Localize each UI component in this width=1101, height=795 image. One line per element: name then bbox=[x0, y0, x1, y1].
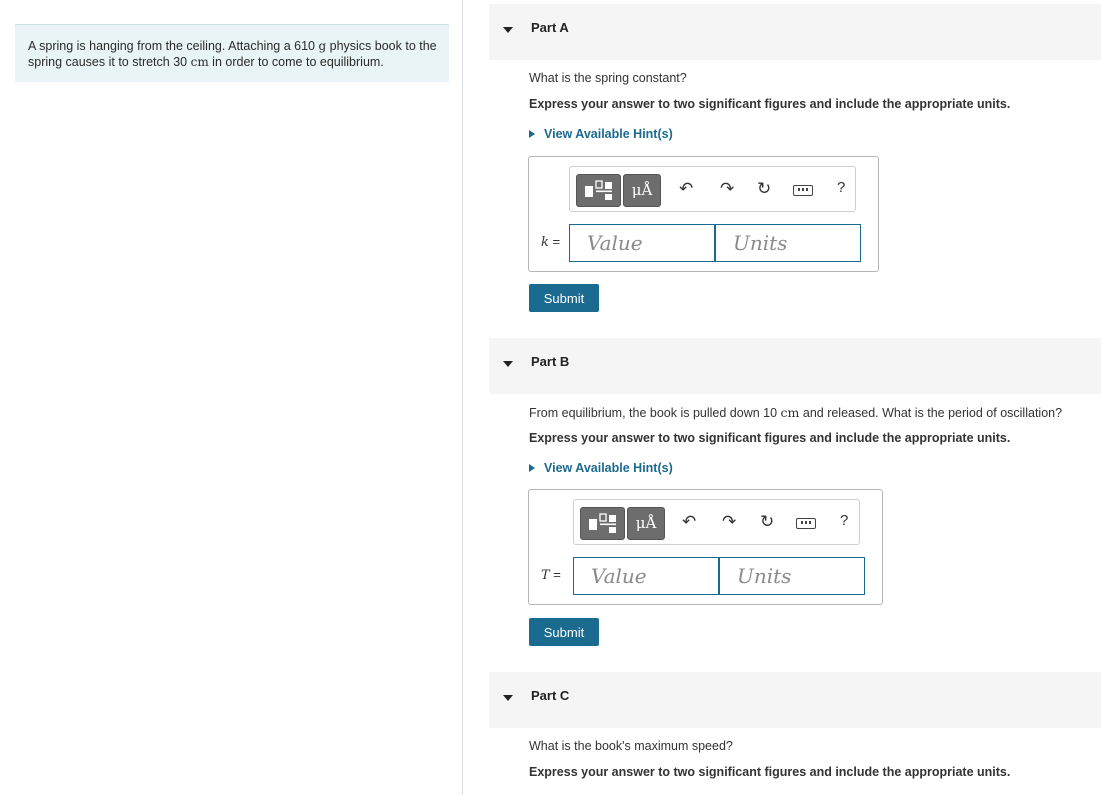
part-b-title: Part B bbox=[531, 354, 570, 369]
math-toolbar bbox=[573, 499, 860, 545]
units-button[interactable]: μÅ bbox=[623, 174, 661, 207]
part-b-submit-button[interactable]: Submit bbox=[529, 618, 599, 646]
part-c-question: What is the book's maximum speed? bbox=[529, 739, 733, 753]
part-a-header[interactable] bbox=[489, 4, 1101, 60]
help-icon[interactable]: ? bbox=[837, 179, 846, 196]
reset-icon[interactable]: ↻ bbox=[760, 512, 775, 531]
var-k: k bbox=[541, 235, 549, 250]
intro-text-2: physics book to the spring causes it to stretch 30 bbox=[28, 39, 437, 69]
column-divider bbox=[462, 0, 463, 795]
help-icon[interactable]: ? bbox=[840, 512, 849, 529]
collapse-caret-icon[interactable] bbox=[503, 361, 513, 367]
templates-icon bbox=[577, 175, 622, 206]
part-a-instruction: Express your answer to two significant figures and include the appropriate units. bbox=[529, 97, 1011, 111]
intro-text-1: A spring is hanging from the ceiling. Attaching a 610 bbox=[28, 39, 319, 53]
part-c-header[interactable] bbox=[489, 672, 1101, 728]
templates-icon bbox=[581, 508, 626, 539]
intro-text-3: in order to come to equilibrium. bbox=[208, 55, 384, 69]
part-b-question: From equilibrium, the book is pulled down 10 cm and released. What is the period of oscillation? bbox=[529, 405, 1063, 420]
part-a-submit-button[interactable]: Submit bbox=[529, 284, 599, 312]
part-b-header[interactable] bbox=[489, 338, 1101, 394]
part-c-title: Part C bbox=[531, 688, 570, 703]
redo-icon[interactable]: ↷ bbox=[720, 179, 735, 198]
part-b-variable-label: T = bbox=[541, 567, 561, 583]
part-a-variable-label: k = bbox=[541, 234, 561, 250]
problem-statement bbox=[15, 24, 449, 82]
part-b-answer-box bbox=[528, 489, 883, 605]
expand-triangle-icon bbox=[529, 464, 535, 472]
part-b-units-input[interactable]: Units bbox=[719, 557, 865, 595]
keyboard-icon[interactable] bbox=[796, 518, 816, 529]
collapse-caret-icon[interactable] bbox=[503, 27, 513, 33]
part-a-title: Part A bbox=[531, 20, 569, 35]
reset-icon[interactable]: ↻ bbox=[757, 179, 772, 198]
units-button[interactable]: μÅ bbox=[627, 507, 665, 540]
part-a-hint-toggle[interactable] bbox=[529, 127, 673, 141]
part-c-instruction: Express your answer to two significant figures and include the appropriate units. bbox=[529, 765, 1011, 779]
part-a-question: What is the spring constant? bbox=[529, 71, 687, 85]
expand-triangle-icon bbox=[529, 130, 535, 138]
unit-cm: cm bbox=[780, 405, 800, 420]
collapse-caret-icon[interactable] bbox=[503, 695, 513, 701]
templates-button[interactable] bbox=[580, 507, 625, 540]
hint-label: View Available Hint(s) bbox=[544, 461, 673, 475]
part-b-instruction: Express your answer to two significant figures and include the appropriate units. bbox=[529, 431, 1011, 445]
part-a-answer-box bbox=[528, 156, 879, 272]
part-a-units-input[interactable]: Units bbox=[715, 224, 861, 262]
keyboard-icon[interactable] bbox=[793, 185, 813, 196]
undo-icon[interactable]: ↶ bbox=[682, 512, 697, 531]
templates-button[interactable] bbox=[576, 174, 621, 207]
part-b-hint-toggle[interactable] bbox=[529, 461, 673, 475]
redo-icon[interactable]: ↷ bbox=[722, 512, 737, 531]
intro-unit-g: g bbox=[318, 39, 327, 53]
hint-label: View Available Hint(s) bbox=[544, 127, 673, 141]
intro-unit-cm: cm bbox=[190, 55, 209, 69]
math-toolbar bbox=[569, 166, 856, 212]
undo-icon[interactable]: ↶ bbox=[679, 179, 694, 198]
part-a-value-input[interactable]: Value bbox=[569, 224, 715, 262]
var-T: T bbox=[541, 568, 550, 583]
part-b-value-input[interactable]: Value bbox=[573, 557, 719, 595]
